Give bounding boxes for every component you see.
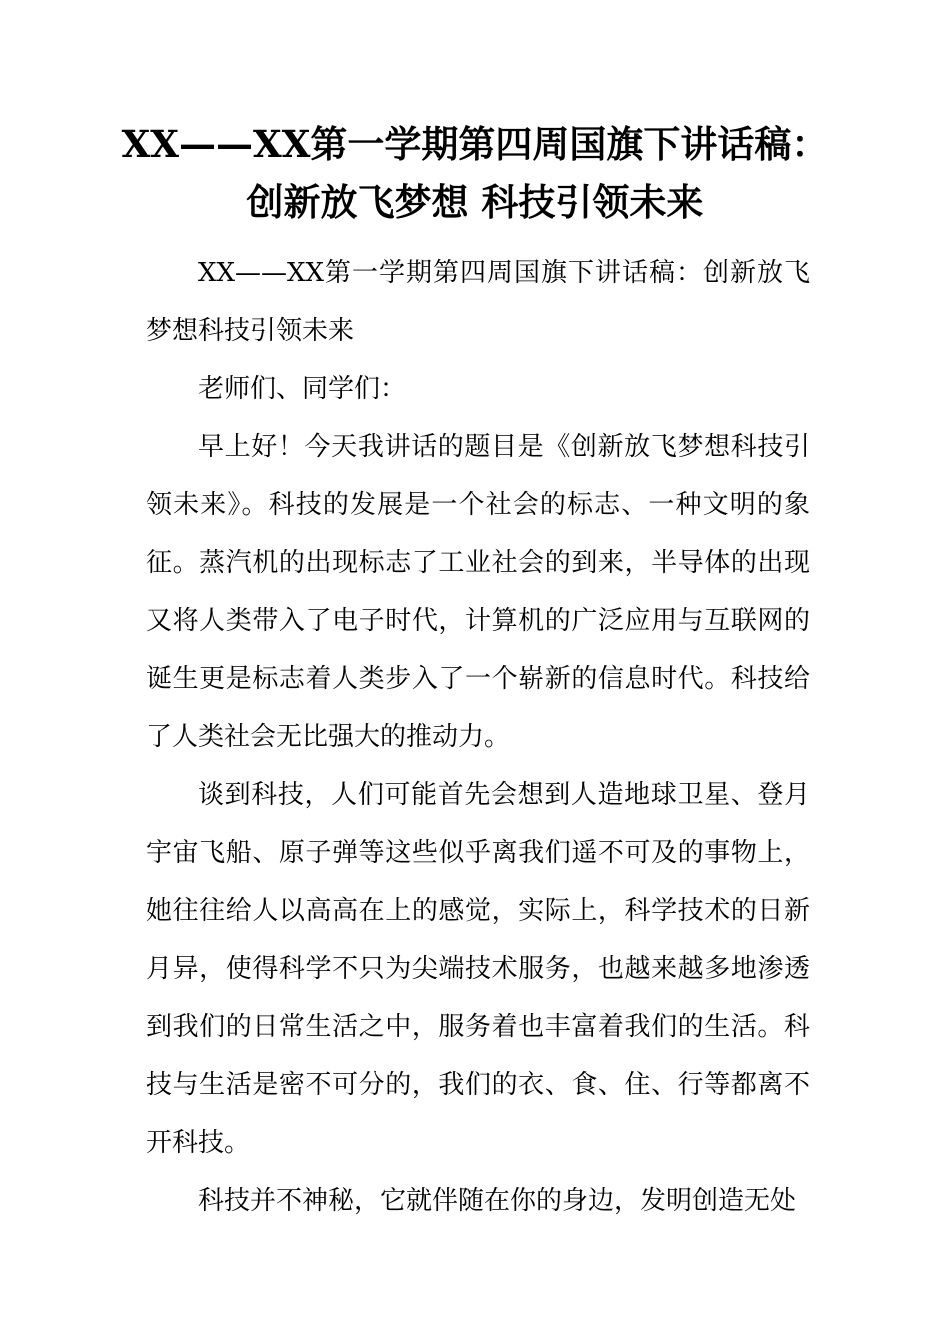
greeting-paragraph: 老师们、同学们： [198, 374, 407, 404]
body-paragraph-3: 科技并不神秘，它就伴随在你的身边，发明创造无处 [198, 1186, 797, 1216]
body-paragraph-2: 谈到科技，人们可能首先会想到人造地球卫星、登月宇宙飞船、原子弹等这些似乎离我们遥不可及的事物上，她往往给人以高高在上的感觉，实际上，科学技术的日新月异，使得科学不只为尖端技术服务，也越来越多地渗透到我们的日常生活之中，服务着也丰富着我们的生活。科技与生活是密不可分的，我们的衣、食、住、行等都离不开科技。 [146, 780, 810, 1158]
document-title-line-2: 创新放飞梦想 科技引领未来 [246, 180, 704, 224]
intro-paragraph: XX——XX第一学期第四周国旗下讲话稿：创新放飞梦想科技引领未来 [146, 258, 810, 346]
document-title-line-1: XX——XX第一学期第四周国旗下讲话稿： [121, 122, 829, 166]
body-paragraph-1: 早上好！今天我讲话的题目是《创新放飞梦想科技引领未来》。科技的发展是一个社会的标志、一种文明的象征。蒸汽机的出现标志了工业社会的到来，半导体的出现又将人类带入了电子时代，计算机的广泛应用与互联网的诞生更是标志着人类步入了一个崭新的信息时代。科技给了人类社会无比强大的推动力。 [146, 432, 810, 752]
